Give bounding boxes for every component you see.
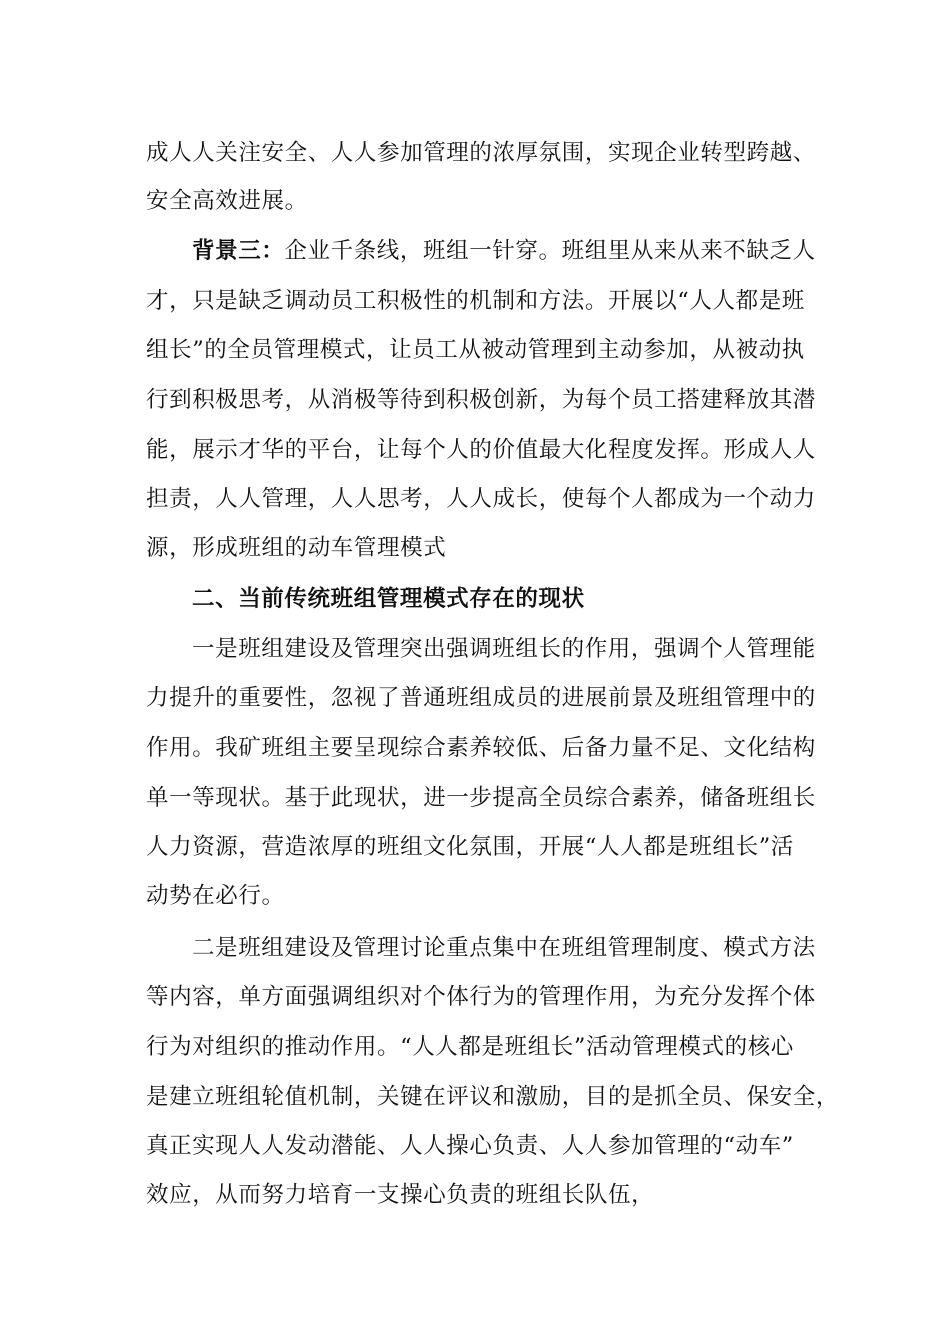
paragraph-line: 能，展示才华的平台，让每个人的价值最大化程度发挥。形成人人	[146, 437, 816, 463]
paragraph-line: 单一等现状。基于此现状，进一步提高全员综合素养，储备班组长	[146, 785, 816, 811]
background-three-label: 背景三：	[192, 238, 285, 264]
paragraph-line: 组长”的全员管理模式，让员工从被动管理到主动参加，从被动执	[146, 337, 805, 363]
paragraph-line: 安全高效进展。	[146, 188, 308, 214]
paragraph-line: 成人人关注安全、人人参加管理的浓厚氛围，实现企业转型跨越、	[146, 140, 816, 166]
paragraph-line: 效应，从而努力培育一支操心负责的班组长队伍，	[146, 1182, 655, 1208]
paragraph-line: 二是班组建设及管理讨论重点集中在班组管理制度、模式方法	[192, 935, 816, 961]
paragraph-line: 担责，人人管理，人人思考，人人成长，使每个人都成为一个动力	[146, 486, 816, 512]
section-heading: 二、当前传统班组管理模式存在的现状	[192, 586, 585, 612]
paragraph-line: 真正实现人人发动潜能、人人操心负责、人人参加管理的“动车”	[146, 1133, 794, 1159]
paragraph-line: 是建立班组轮值机制，关键在评议和激励，目的是抓全员、保安全，	[146, 1084, 840, 1110]
paragraph-line	[192, 231, 816, 271]
paragraph-line: 行为对组织的推动作用。“人人都是班组长”活动管理模式的核心	[146, 1034, 794, 1060]
paragraph-line: 作用。我矿班组主要呈现综合素养较低、后备力量不足、文化结构	[146, 735, 816, 761]
paragraph-line: 等内容，单方面强调组织对个体行为的管理作用，为充分发挥个体	[146, 984, 816, 1010]
paragraph-line: 一是班组建设及管理突出强调班组长的作用，强调个人管理能	[192, 636, 816, 662]
paragraph-line: 才，只是缺乏调动员工积极性的机制和方法。开展以“人人都是班	[146, 288, 805, 314]
paragraph-line: 力提升的重要性，忽视了普通班组成员的进展前景及班组管理中的	[146, 685, 816, 711]
paragraph-line: 动势在必行。	[146, 883, 285, 909]
paragraph-line: 行到积极思考，从消极等待到积极创新，为每个员工搭建释放其潜	[146, 387, 816, 413]
paragraph-line: 源，形成班组的动车管理模式	[146, 535, 447, 561]
paragraph-text: 企业千条线，班组一针穿。班组里从来从来不缺乏人	[284, 238, 816, 264]
paragraph-line: 人力资源，营造浓厚的班组文化氛围，开展“人人都是班组长”活	[146, 834, 794, 860]
